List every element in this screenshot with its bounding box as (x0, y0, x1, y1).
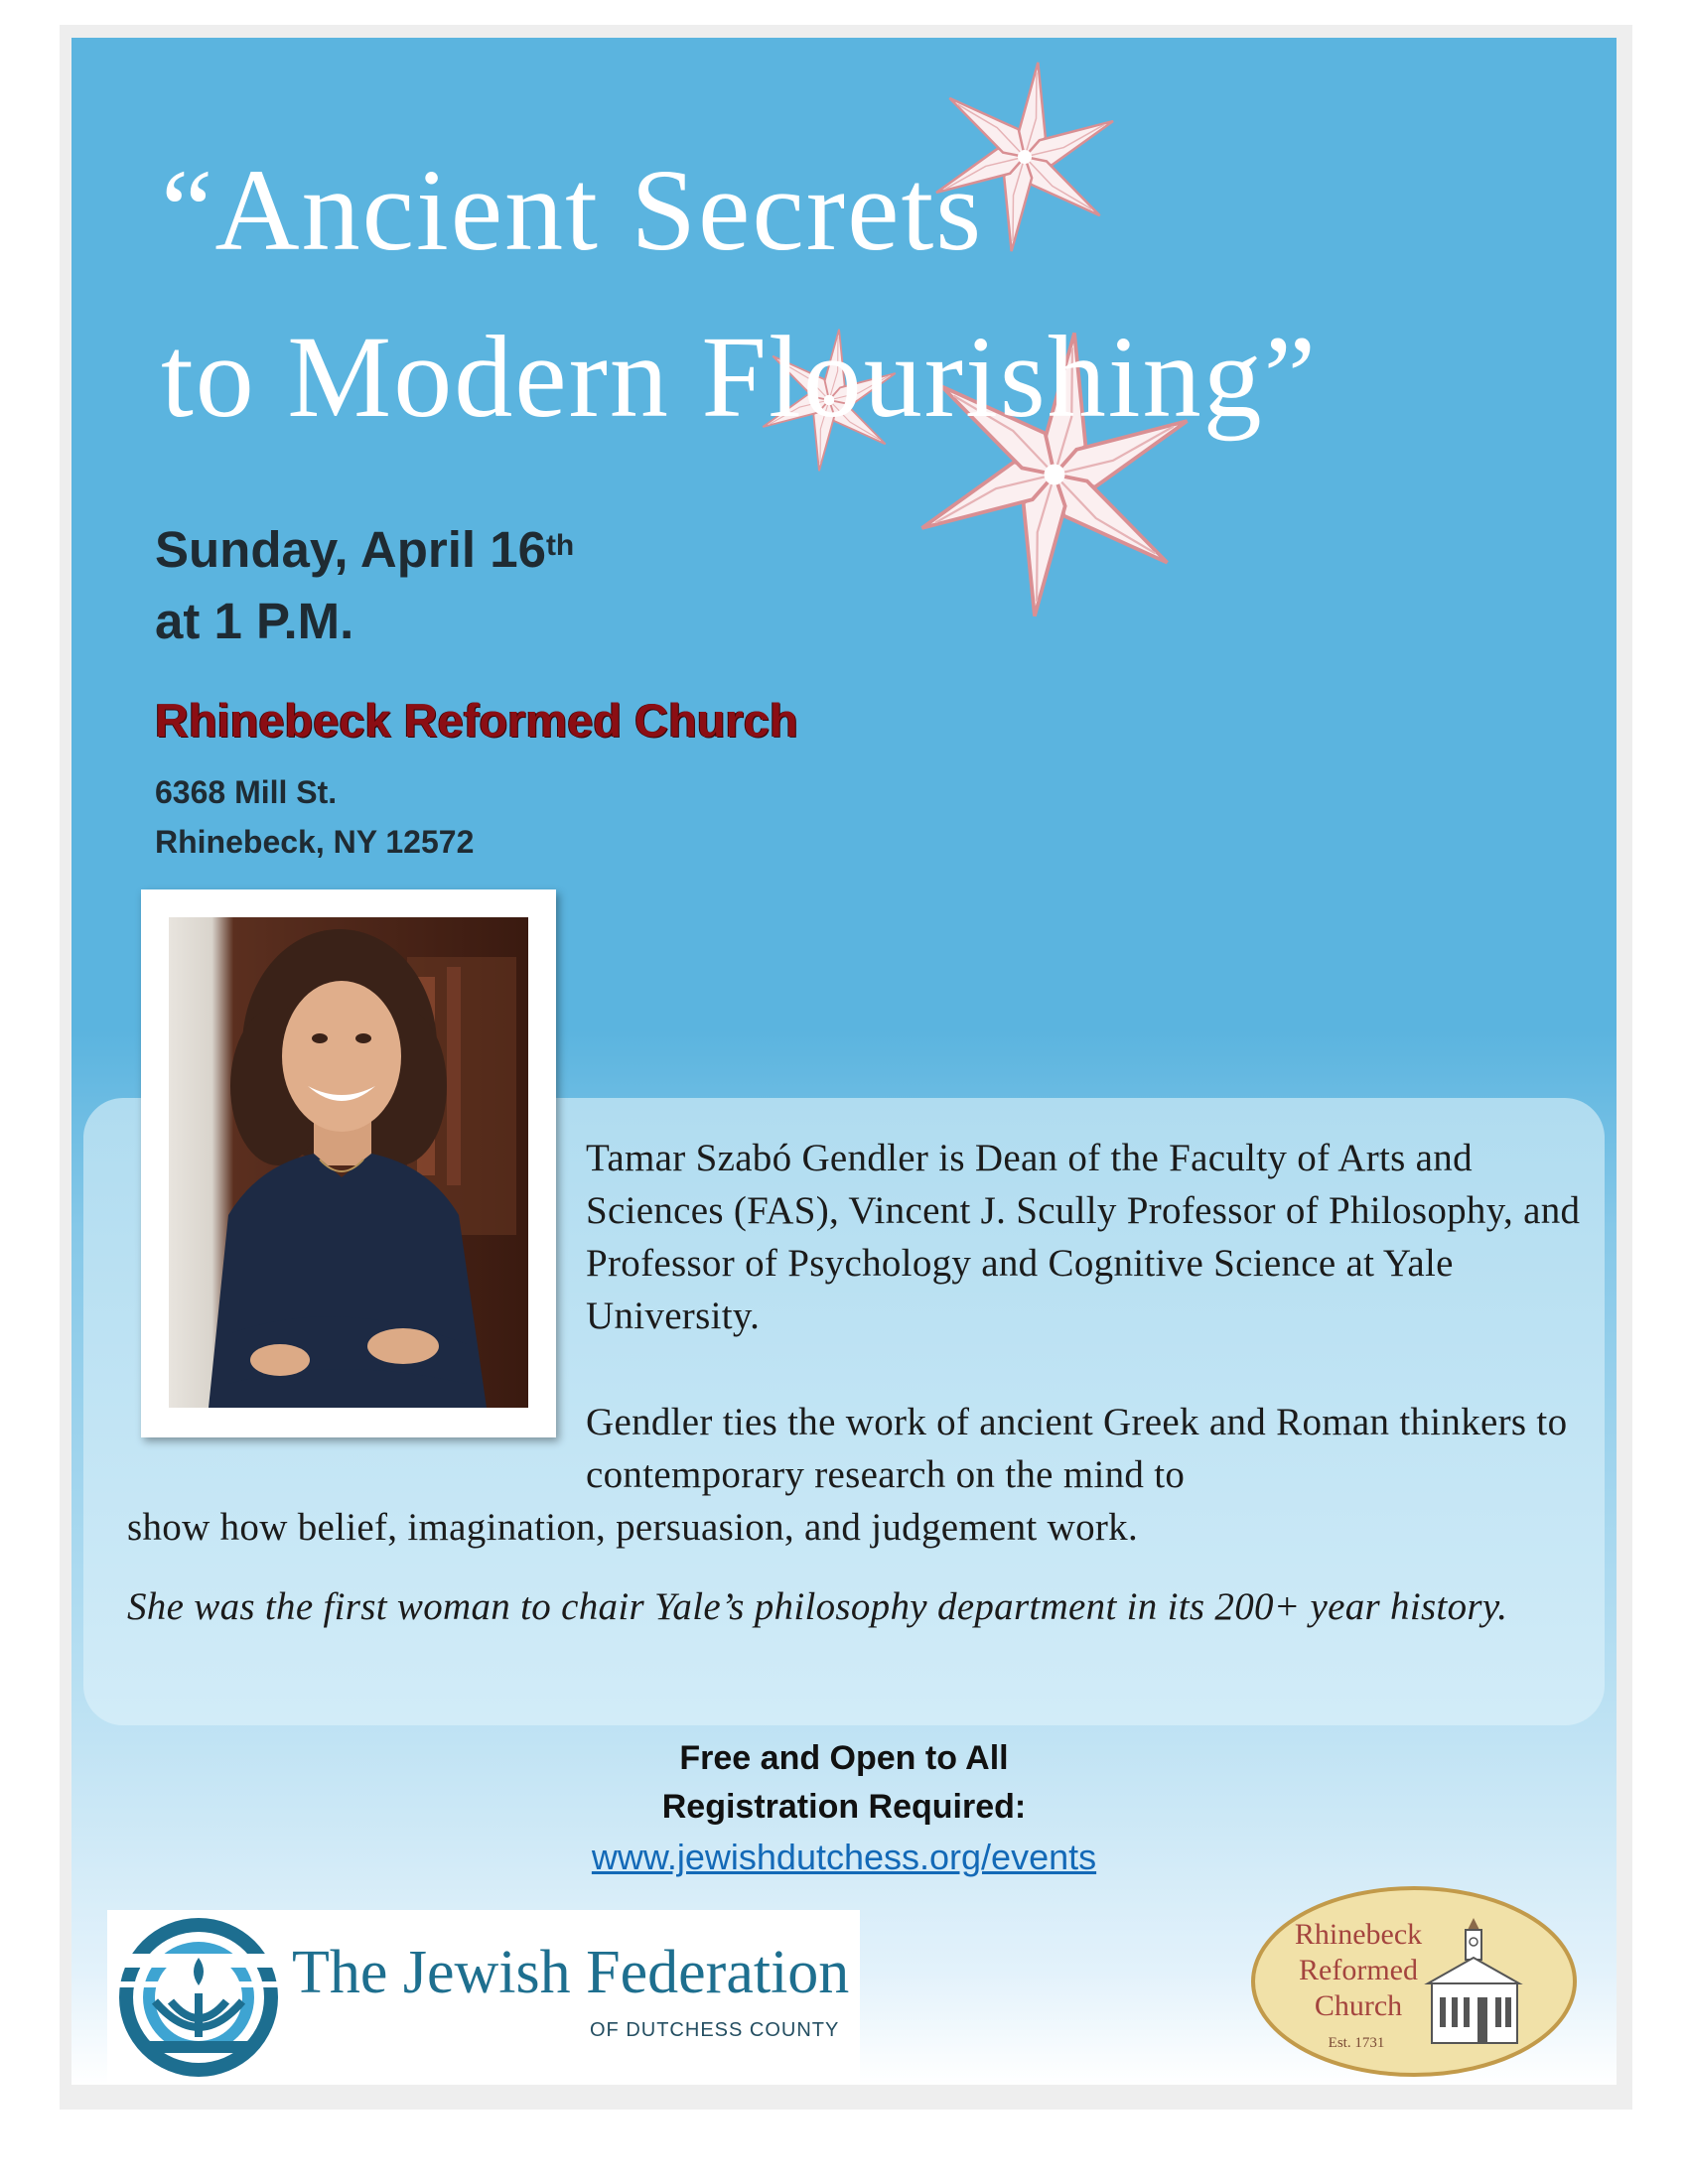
speaker-bio-2-part-2: show how belief, imagination, persuasion, and judgement work. (127, 1506, 1139, 1549)
title-line-2: to Modern Flourishing” (161, 312, 1318, 442)
free-open-text: Free and Open to All (679, 1739, 1009, 1777)
venue-street: 6368 Mill St. (155, 774, 338, 810)
rhinebeck-reformed-church-logo (1249, 1884, 1579, 2079)
speaker-photo-frame (141, 889, 556, 1437)
federation-subtitle: OF DUTCHESS COUNTY (590, 2019, 840, 2041)
church-name-line-1: Rhinebeck (1294, 1918, 1423, 1951)
church-name-line-3: Church (1314, 1989, 1403, 2022)
event-datetime (155, 514, 574, 657)
event-time: at 1 P.M. (155, 593, 354, 649)
registration-link[interactable]: www.jewishdutchess.org/events (591, 1837, 1097, 1877)
registration-required-text: Registration Required: (661, 1788, 1027, 1826)
jewish-federation-logo (107, 1910, 860, 2085)
menorah-logo-icon (115, 1914, 282, 2081)
speaker-bio-2-part-1: Gendler ties the work of ancient Greek and Roman thinkers to contemporary research on the mind to (586, 1401, 1568, 1496)
speaker-bio-1: Tamar Szabó Gendler is Dean of the Faculty of Arts and Sciences (FAS), Vincent J. Scully Professor of Philosophy, and Professor of Psychology and Cognitive Science at Yale University. (586, 1137, 1581, 1337)
event-date: Sunday, April 16 (155, 521, 546, 578)
church-name-line-2: Reformed (1299, 1954, 1418, 1986)
event-title (161, 127, 1318, 461)
event-poster (71, 38, 1617, 2085)
venue-address (155, 767, 474, 867)
venue-city: Rhinebeck, NY 12572 (155, 824, 475, 860)
church-established: Est. 1731 (1328, 2035, 1385, 2051)
speaker-bio-3: She was the first woman to chair Yale’s philosophy department in its 200+ year history. (127, 1585, 1508, 1628)
federation-name: The Jewish Federation (292, 1939, 850, 2006)
speaker-photo (169, 917, 528, 1408)
title-line-1: “Ancient Secrets (161, 145, 984, 275)
event-date-suffix: th (545, 529, 575, 562)
venue-name: Rhinebeck Reformed Church (155, 694, 798, 747)
